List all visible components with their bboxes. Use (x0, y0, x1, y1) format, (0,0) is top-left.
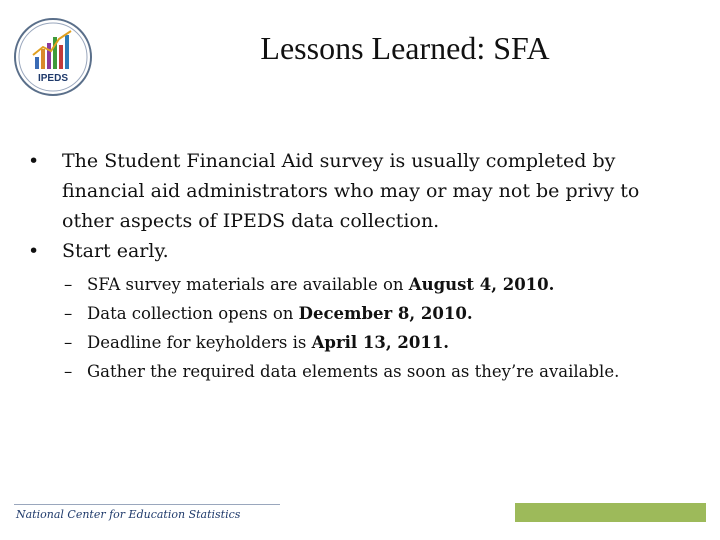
ipeds-bar-chart-logo-icon (13, 17, 93, 97)
footer-divider (14, 504, 280, 505)
subbullet-date: August 4, 2010. (408, 275, 555, 294)
footer-accent-bar (515, 503, 706, 522)
subbullet-text: Deadline for keyholders is (87, 333, 312, 352)
subbullet-date: April 13, 2011. (311, 333, 450, 352)
bullet-dot: • (28, 240, 40, 262)
bullet-dot: • (28, 150, 40, 172)
footer-org: National Center for Education Statistics (16, 508, 241, 521)
dash-marker: – (64, 362, 73, 381)
subbullet-text: SFA survey materials are available on (87, 275, 409, 294)
bullet-item (26, 236, 680, 266)
subbullet-list (26, 270, 680, 386)
bullet-item (26, 146, 680, 236)
dash-marker: – (64, 304, 73, 323)
subbullet-date: December 8, 2010. (298, 304, 473, 323)
bullet-text: The Student Financial Aid survey is usually completed by financial aid administrators who may or may not be privy to other aspects of IPEDS data collection. (62, 150, 640, 232)
subbullet-item (26, 299, 680, 328)
subbullet-item (26, 357, 680, 386)
subbullet-item (26, 270, 680, 299)
logo-text: IPEDS (37, 73, 69, 84)
bullet-text: Start early. (62, 240, 169, 262)
dash-marker: – (64, 333, 73, 352)
subbullet-text: Gather the required data elements as soon as they’re available. (87, 362, 620, 381)
subbullet-text: Data collection opens on (87, 304, 299, 323)
slide-content (26, 146, 680, 386)
dash-marker: – (64, 275, 73, 294)
subbullet-item (26, 328, 680, 357)
slide-title: Lessons Learned: SFA (260, 30, 550, 66)
ipeds-logo (13, 17, 93, 97)
